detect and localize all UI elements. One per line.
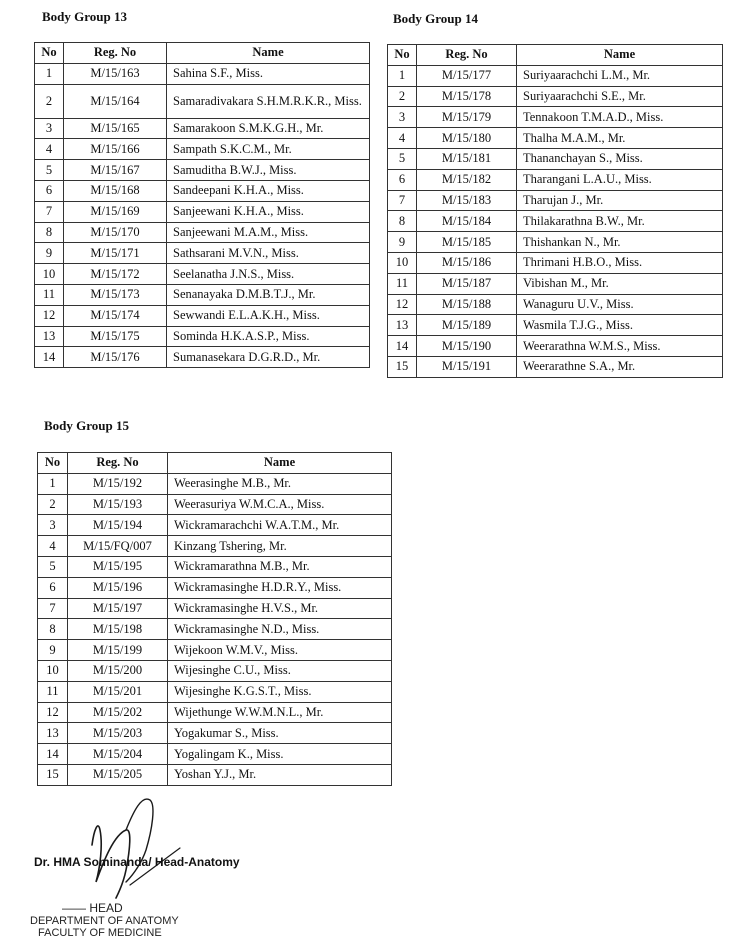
student-name: Thishankan N., Mr.: [517, 232, 723, 253]
student-name: Thananchayan S., Miss.: [517, 148, 723, 169]
student-name: Thrimani H.B.O., Miss.: [517, 252, 723, 273]
student-name: Thilakarathna B.W., Mr.: [517, 211, 723, 232]
row-number: 6: [388, 169, 417, 190]
group-14-title: Body Group 14: [393, 11, 479, 26]
table-row: [35, 284, 370, 305]
row-number: 1: [38, 473, 68, 494]
table-row: [35, 180, 370, 201]
reg-number: M/15/182: [417, 169, 517, 190]
reg-number: M/15/197: [68, 598, 168, 619]
table-row: [388, 107, 723, 128]
student-name: Sampath S.K.C.M., Mr.: [167, 139, 370, 160]
student-name: Thalha M.A.M., Mr.: [517, 128, 723, 149]
table-row: [388, 273, 723, 294]
table-row: [38, 577, 392, 598]
table-row: [38, 556, 392, 577]
table-row: [35, 118, 370, 139]
row-number: 2: [38, 494, 68, 515]
table-row: [38, 681, 392, 702]
row-number: 13: [35, 326, 64, 347]
reg-number: M/15/163: [64, 63, 167, 84]
student-name: Wasmila T.J.G., Miss.: [517, 315, 723, 336]
student-name: Yogalingam K., Miss.: [168, 744, 392, 765]
student-name: Tennakoon T.M.A.D., Miss.: [517, 107, 723, 128]
reg-number: M/15/196: [68, 577, 168, 598]
student-name: Senanayaka D.M.B.T.J., Mr.: [167, 284, 370, 305]
reg-number: M/15/186: [417, 252, 517, 273]
student-name: Sanjeewani M.A.M., Miss.: [167, 222, 370, 243]
table-row: [388, 148, 723, 169]
row-number: 11: [38, 681, 68, 702]
table-row: [388, 190, 723, 211]
table-row: [388, 232, 723, 253]
table-row: [38, 660, 392, 681]
group-13-table: [34, 42, 370, 368]
reg-number: M/15/165: [64, 118, 167, 139]
student-name: Sominda H.K.A.S.P., Miss.: [167, 326, 370, 347]
row-number: 9: [388, 232, 417, 253]
reg-number: M/15/164: [64, 84, 167, 118]
table-row: [388, 86, 723, 107]
table-row: [38, 744, 392, 765]
reg-number: M/15/191: [417, 356, 517, 377]
reg-number: M/15/192: [68, 473, 168, 494]
student-name: Samarakoon S.M.K.G.H., Mr.: [167, 118, 370, 139]
student-name: Wickramarathna M.B., Mr.: [168, 556, 392, 577]
student-name: Sandeepani K.H.A., Miss.: [167, 180, 370, 201]
header-name: Name: [167, 43, 370, 64]
reg-number: M/15/184: [417, 211, 517, 232]
header-no: No: [388, 45, 417, 66]
student-name: Wickramarachchi W.A.T.M., Mr.: [168, 515, 392, 536]
row-number: 15: [388, 356, 417, 377]
reg-number: M/15/FQ/007: [68, 536, 168, 557]
table-row: [38, 473, 392, 494]
row-number: 7: [38, 598, 68, 619]
reg-number: M/15/203: [68, 723, 168, 744]
stamp-line3: FACULTY OF MEDICINE: [38, 927, 162, 939]
student-name: Sanjeewani K.H.A., Miss.: [167, 201, 370, 222]
row-number: 11: [35, 284, 64, 305]
stamp-line2: DEPARTMENT OF ANATOMY: [30, 915, 179, 927]
reg-number: M/15/195: [68, 556, 168, 577]
student-name: Wickramasinghe N.D., Miss.: [168, 619, 392, 640]
reg-number: M/15/176: [64, 347, 167, 368]
reg-number: M/15/190: [417, 336, 517, 357]
student-name: Samuditha B.W.J., Miss.: [167, 160, 370, 181]
row-number: 5: [38, 556, 68, 577]
reg-number: M/15/181: [417, 148, 517, 169]
reg-number: M/15/179: [417, 107, 517, 128]
table-row: [38, 640, 392, 661]
table-header-row: [38, 453, 392, 474]
row-number: 9: [35, 243, 64, 264]
row-number: 6: [35, 180, 64, 201]
header-name: Name: [168, 453, 392, 474]
reg-number: M/15/187: [417, 273, 517, 294]
reg-number: M/15/169: [64, 201, 167, 222]
student-name: Suriyaarachchi S.E., Mr.: [517, 86, 723, 107]
row-number: 10: [388, 252, 417, 273]
row-number: 14: [388, 336, 417, 357]
row-number: 4: [35, 139, 64, 160]
reg-number: M/15/180: [417, 128, 517, 149]
stamp-line1: HEAD: [89, 901, 123, 915]
group-13-title: Body Group 13: [42, 9, 128, 24]
row-number: 1: [388, 65, 417, 86]
row-number: 5: [35, 160, 64, 181]
group-15-table: [37, 452, 392, 786]
row-number: 13: [388, 315, 417, 336]
row-number: 8: [38, 619, 68, 640]
row-number: 4: [38, 536, 68, 557]
row-number: 9: [38, 640, 68, 661]
student-name: Wickramasinghe H.V.S., Mr.: [168, 598, 392, 619]
reg-number: M/15/177: [417, 65, 517, 86]
student-name: Yogakumar S., Miss.: [168, 723, 392, 744]
row-number: 14: [35, 347, 64, 368]
student-name: Seelanatha J.N.S., Miss.: [167, 264, 370, 285]
student-name: Tharangani L.A.U., Miss.: [517, 169, 723, 190]
table-row: [38, 723, 392, 744]
student-name: Tharujan J., Mr.: [517, 190, 723, 211]
table-header-row: [388, 45, 723, 66]
table-row: [35, 84, 370, 118]
student-name: Wijethunge W.W.M.N.L., Mr.: [168, 702, 392, 723]
table-row: [35, 326, 370, 347]
student-name: Wijesinghe C.U., Miss.: [168, 660, 392, 681]
student-name: Weerarathne S.A., Mr.: [517, 356, 723, 377]
row-number: 3: [388, 107, 417, 128]
student-name: Weerasinghe M.B., Mr.: [168, 473, 392, 494]
table-row: [38, 598, 392, 619]
table-row: [35, 139, 370, 160]
reg-number: M/15/200: [68, 660, 168, 681]
reg-number: M/15/173: [64, 284, 167, 305]
reg-number: M/15/175: [64, 326, 167, 347]
reg-number: M/15/170: [64, 222, 167, 243]
row-number: 6: [38, 577, 68, 598]
table-row: [38, 764, 392, 785]
table-header-row: [35, 43, 370, 64]
table-row: [38, 515, 392, 536]
table-row: [388, 315, 723, 336]
table-row: [388, 252, 723, 273]
student-name: Wijesinghe K.G.S.T., Miss.: [168, 681, 392, 702]
row-number: 12: [38, 702, 68, 723]
student-name: Wijekoon W.M.V., Miss.: [168, 640, 392, 661]
stamp-dash: ——: [62, 901, 90, 915]
reg-number: M/15/166: [64, 139, 167, 160]
table-row: [38, 619, 392, 640]
row-number: 14: [38, 744, 68, 765]
table-row: [35, 243, 370, 264]
student-name: Sathsarani M.V.N., Miss.: [167, 243, 370, 264]
row-number: 8: [388, 211, 417, 232]
header-no: No: [38, 453, 68, 474]
reg-number: M/15/178: [417, 86, 517, 107]
student-name: Kinzang Tshering, Mr.: [168, 536, 392, 557]
reg-number: M/15/199: [68, 640, 168, 661]
reg-number: M/15/194: [68, 515, 168, 536]
header-no: No: [35, 43, 64, 64]
table-row: [35, 222, 370, 243]
table-row: [388, 169, 723, 190]
table-row: [35, 201, 370, 222]
table-row: [388, 211, 723, 232]
reg-number: M/15/185: [417, 232, 517, 253]
header-reg-no: Reg. No: [417, 45, 517, 66]
header-name: Name: [517, 45, 723, 66]
reg-number: M/15/204: [68, 744, 168, 765]
row-number: 10: [35, 264, 64, 285]
header-reg-no: Reg. No: [68, 453, 168, 474]
row-number: 7: [35, 201, 64, 222]
row-number: 4: [388, 128, 417, 149]
student-name: Wanaguru U.V., Miss.: [517, 294, 723, 315]
table-row: [35, 264, 370, 285]
student-name: Yoshan Y.J., Mr.: [168, 764, 392, 785]
student-name: Samaradivakara S.H.M.R.K.R., Miss.: [167, 84, 370, 118]
table-row: [388, 294, 723, 315]
student-name: Sumanasekara D.G.R.D., Mr.: [167, 347, 370, 368]
row-number: 13: [38, 723, 68, 744]
student-name: Vibishan M., Mr.: [517, 273, 723, 294]
row-number: 10: [38, 660, 68, 681]
student-name: Weerarathna W.M.S., Miss.: [517, 336, 723, 357]
row-number: 5: [388, 148, 417, 169]
row-number: 7: [388, 190, 417, 211]
reg-number: M/15/171: [64, 243, 167, 264]
reg-number: M/15/193: [68, 494, 168, 515]
reg-number: M/15/174: [64, 305, 167, 326]
signatory-line: Dr. HMA Sominanda/ Head-Anatomy: [34, 855, 240, 869]
header-reg-no: Reg. No: [64, 43, 167, 64]
table-row: [388, 356, 723, 377]
student-name: Sahina S.F., Miss.: [167, 63, 370, 84]
row-number: 1: [35, 63, 64, 84]
row-number: 3: [35, 118, 64, 139]
row-number: 12: [388, 294, 417, 315]
row-number: 2: [35, 84, 64, 118]
student-name: Wickramasinghe H.D.R.Y., Miss.: [168, 577, 392, 598]
reg-number: M/15/201: [68, 681, 168, 702]
reg-number: M/15/188: [417, 294, 517, 315]
student-name: Suriyaarachchi L.M., Mr.: [517, 65, 723, 86]
student-name: Sewwandi E.L.A.K.H., Miss.: [167, 305, 370, 326]
reg-number: M/15/183: [417, 190, 517, 211]
table-row: [38, 702, 392, 723]
row-number: 12: [35, 305, 64, 326]
student-name: Weerasuriya W.M.C.A., Miss.: [168, 494, 392, 515]
group-15-title: Body Group 15: [44, 418, 130, 433]
reg-number: M/15/205: [68, 764, 168, 785]
table-row: [35, 160, 370, 181]
reg-number: M/15/172: [64, 264, 167, 285]
row-number: 11: [388, 273, 417, 294]
table-row: [388, 336, 723, 357]
table-row: [38, 494, 392, 515]
handwritten-signature: [70, 790, 190, 910]
table-row: [35, 347, 370, 368]
group-14-table: [387, 44, 723, 378]
reg-number: M/15/167: [64, 160, 167, 181]
row-number: 15: [38, 764, 68, 785]
reg-number: M/15/189: [417, 315, 517, 336]
table-row: [35, 63, 370, 84]
reg-number: M/15/168: [64, 180, 167, 201]
table-row: [35, 305, 370, 326]
table-row: [38, 536, 392, 557]
table-row: [388, 65, 723, 86]
row-number: 2: [388, 86, 417, 107]
reg-number: M/15/198: [68, 619, 168, 640]
reg-number: M/15/202: [68, 702, 168, 723]
row-number: 3: [38, 515, 68, 536]
row-number: 8: [35, 222, 64, 243]
stamp-head: [62, 903, 123, 914]
table-row: [388, 128, 723, 149]
